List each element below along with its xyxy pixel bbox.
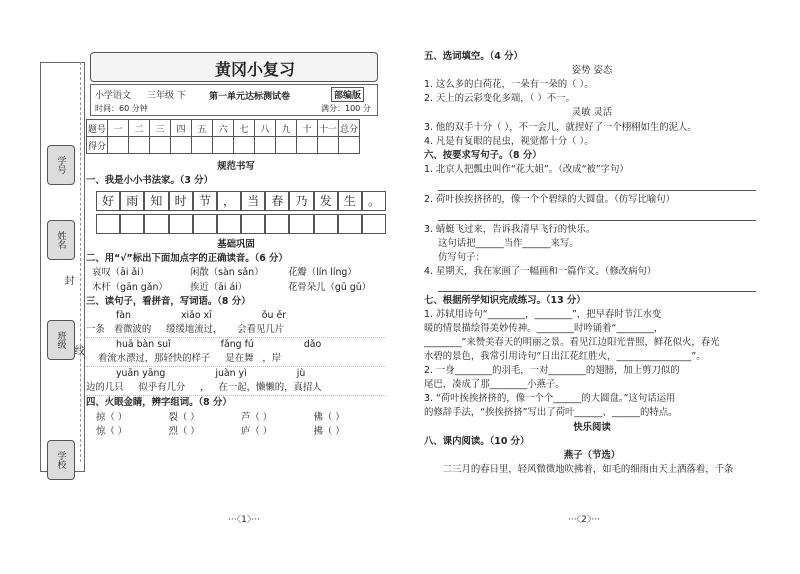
cut-line [80, 62, 81, 462]
pinyin: fǎng fú [220, 338, 254, 350]
score-header-cell: 十 [297, 120, 318, 137]
q2-item: 挨近（āi ái） [190, 281, 248, 293]
write-box[interactable] [314, 214, 338, 234]
write-box[interactable] [120, 214, 144, 234]
q6-item: 这句话把______当作______来写。 [438, 238, 579, 250]
passage-text: 二三月的春日里，轻风微微地吹拂着，如毛的细雨由天上洒落着，千条 [442, 463, 734, 475]
score-header-cell: 二 [129, 120, 150, 137]
school-label: 学校 [55, 451, 66, 469]
q2-item: 木杆（gān gǎn） [92, 281, 168, 293]
model-char: 节 [193, 191, 217, 211]
write-box[interactable] [217, 214, 241, 234]
score-cell[interactable] [297, 137, 318, 154]
q7-title: 七、根据所学知识完成练习。（13 分） [424, 294, 586, 306]
q2-item: 花骨朵儿（gū gǔ） [288, 281, 372, 293]
score-header-cell: 三 [150, 120, 171, 137]
model-char: 知 [144, 191, 168, 211]
pinyin: jù [296, 368, 306, 380]
q8-title: 八、课内阅读。（10 分） [424, 435, 530, 447]
section-jichu: 基础巩固 [217, 239, 255, 251]
q5-item: 2. 天上的云彩变化多端，（ ）不一。 [424, 93, 575, 105]
q2-items [86, 266, 386, 294]
score-cell[interactable] [129, 137, 150, 154]
model-char: 雨 [120, 191, 144, 211]
q7-line: 暖的情景描绘得美妙传神。________时吟诵着“________， [424, 322, 664, 334]
score-header-cell: 十一 [318, 120, 339, 137]
q4-item[interactable]: 裂（ ） [168, 411, 200, 423]
score-header-cell: 总分 [339, 120, 360, 137]
write-box[interactable] [169, 214, 193, 234]
seal-mark: 封 [62, 275, 73, 285]
pinyin: xiǎo xī [181, 309, 212, 321]
pinyin: dǎo [303, 338, 322, 350]
calligraphy-write-grid[interactable] [96, 214, 386, 234]
right-column [424, 50, 760, 477]
test-title: 第一单元达标测试卷 [209, 92, 291, 102]
model-char: 乃 [289, 191, 313, 211]
q4-item[interactable]: 拂（ ） [313, 425, 345, 437]
page-number-1: ···〈1〉··· [228, 515, 260, 525]
name-label: 姓名 [55, 231, 66, 249]
q4-title: 四、火眼金睛，辨字组词。（8 分） [86, 397, 232, 409]
score-header-cell: 九 [276, 120, 297, 137]
write-box[interactable] [241, 214, 265, 234]
q5-words2: 灵敏 灵活 [571, 107, 613, 119]
model-char: 。 [362, 191, 386, 211]
time-limit: 时间：60 分钟 [95, 104, 148, 113]
model-char: 春 [265, 191, 289, 211]
score-cell[interactable] [339, 137, 360, 154]
score-cell[interactable] [171, 137, 192, 154]
q2-title: 二、用“√”标出下面加点字的正确读音。（6 分） [86, 253, 288, 265]
score-cell[interactable] [108, 137, 129, 154]
subject: 小学语文 [95, 91, 132, 101]
q4-body [86, 411, 386, 439]
q4-item[interactable]: 掠（ ） [96, 411, 128, 423]
q3-line: 着流水漂过，那轻快的样子 是在舞 ，岸 [86, 352, 386, 367]
score-header-cell: 四 [171, 120, 192, 137]
score-header-cell: 八 [255, 120, 276, 137]
score-header-cell: 一 [108, 120, 129, 137]
score-header-cell: 五 [192, 120, 213, 137]
total-score: 满分：100 分 [321, 104, 371, 113]
q6-item: 2. 荷叶挨挨挤挤的，像一个个碧绿的大圆盘。（仿写比喻句） [424, 193, 675, 205]
score-header-cell: 六 [213, 120, 234, 137]
score-cell[interactable] [234, 137, 255, 154]
score-header-cell: 题号 [87, 120, 108, 137]
q6-item: 1. 北京人把瓢虫叫作“花大姐”。（改成“被”字句） [424, 163, 629, 175]
score-header-cell: 七 [234, 120, 255, 137]
q3-line: 边的几只 似乎有几分 ， 在一起，懒懒的，真招人 [86, 381, 386, 396]
q5-item: 4. 凡是有复眼的昆虫，视觉都十分（ ）。 [424, 135, 594, 147]
name-tab [47, 220, 75, 260]
q7-line: 的修辞手法，“挨挨挤挤”写出了荷叶______、______的特点。 [424, 407, 678, 419]
q4-item[interactable]: 佛（ ） [313, 411, 345, 423]
q6-item: 4. 星期天，我在家画了一幅画和一篇作文。（修改病句） [424, 266, 657, 278]
q5-words1: 姿势 姿态 [571, 65, 613, 77]
q7-body [424, 308, 760, 421]
q6-item: 3. 蜻蜓飞过来，告诉我清早飞行的快乐。 [424, 224, 596, 236]
page-number-2-value: 2 [581, 515, 587, 525]
q4-item[interactable]: 惊（ ） [96, 425, 128, 437]
binding-strip [40, 62, 85, 472]
pinyin: ǒu ěr [261, 309, 287, 321]
section-kuaile: 快乐阅读 [573, 421, 611, 433]
pinyin: huā bàn suǐ [116, 338, 171, 350]
write-box[interactable] [144, 214, 168, 234]
q7-line: ________”来赞美春天的明丽之景。看见江边阳光普照，鲜花似火，春光 [424, 336, 720, 348]
answer-line[interactable] [438, 177, 756, 191]
score-cell[interactable] [255, 137, 276, 154]
q2-item: 闲散（sàn sǎn） [190, 267, 264, 279]
model-char: 发 [314, 191, 338, 211]
left-column [86, 160, 386, 439]
q7-line: 2. 一身________的羽毛，一对________的翅膀，加上剪刀似的 [424, 365, 680, 377]
model-char: 时 [169, 191, 193, 211]
q6-item: 仿写句子： [438, 252, 485, 264]
score-row-label: 得分 [87, 137, 108, 154]
model-char: ， [217, 191, 241, 211]
exam-header [90, 84, 378, 116]
write-box[interactable] [289, 214, 313, 234]
line-mark: 线 [72, 345, 83, 355]
section-guifan: 规范书写 [217, 161, 255, 172]
answer-line[interactable] [438, 280, 756, 292]
page-number-1-value: 1 [241, 515, 247, 525]
q7-line: 尾巴，凑成了那________小燕子。 [424, 379, 565, 391]
student-number-label: 学号 [55, 156, 66, 174]
write-box[interactable] [338, 214, 362, 234]
pinyin: juàn yì [215, 368, 247, 380]
q2-item: 花瓣（lín líng） [288, 267, 357, 279]
q5-item: 3. 他的双手十分（ ），不一会儿，就捏好了一个栩栩如生的泥人。 [424, 121, 697, 133]
model-char: 当 [241, 191, 265, 211]
class-label: 班级 [55, 331, 66, 349]
q7-line: 1. 苏轼用诗句“________，________”，把早春时节江水变 [424, 308, 662, 320]
pinyin-row [86, 338, 386, 352]
score-cell[interactable] [150, 137, 171, 154]
model-char: 好 [96, 191, 120, 211]
q4-item[interactable]: 烈（ ） [168, 425, 200, 437]
score-cell[interactable] [276, 137, 297, 154]
write-box[interactable] [193, 214, 217, 234]
write-box[interactable] [96, 214, 120, 234]
q7-line: 水碧的景色，我常引用诗句“日出江花红胜火，________________”。 [424, 350, 706, 362]
pinyin: yuān yāng [116, 368, 166, 380]
school-tab [47, 440, 75, 480]
q5-title: 五、选词填空。（4 分） [424, 51, 523, 62]
banner [90, 52, 378, 82]
banner-title: 黄冈小复习 [215, 60, 296, 79]
q3-title: 三、读句子，看拼音，写词语。（8 分） [86, 295, 251, 307]
pinyin: fàn [116, 309, 131, 321]
write-box[interactable] [265, 214, 289, 234]
q6-title: 六、按要求写句子。（8 分） [424, 149, 542, 161]
grade: 三年级 下 [147, 91, 186, 101]
page-number-2: ···〈2〉··· [568, 515, 600, 525]
q4-row [96, 411, 386, 425]
q7-line: 3. “荷叶挨挨挤挤的，像一个个______的大圆盘。”这句话运用 [424, 393, 676, 405]
pinyin-row [86, 309, 386, 323]
student-number-tab [47, 145, 75, 185]
q3-body [86, 309, 386, 397]
model-char: 生 [338, 191, 362, 211]
score-cell[interactable] [213, 137, 234, 154]
q1-title: 一、我是小小书法家。（3 分） [86, 175, 213, 187]
q4-row [96, 425, 386, 439]
answer-line[interactable] [438, 207, 756, 221]
q2-item: 哀叹（āi ǎi） [92, 267, 150, 279]
q5-item: 1. 这么多的白荷花，一朵有一朵的（ ）。 [424, 79, 594, 91]
score-cell[interactable] [318, 137, 339, 154]
pinyin-row [86, 367, 386, 381]
q4-item[interactable]: 芦（ ） [241, 411, 273, 423]
q3-line: 一条 着微波的 缓缓地流过， 会看见几片 [86, 323, 386, 338]
score-table [86, 119, 360, 154]
passage-title: 燕子（节选） [563, 449, 621, 461]
edition: 部编版 [331, 87, 364, 102]
calligraphy-model-grid [96, 191, 386, 211]
q4-item[interactable]: 庐（ ） [241, 425, 273, 437]
write-box[interactable] [362, 214, 386, 234]
score-cell[interactable] [192, 137, 213, 154]
